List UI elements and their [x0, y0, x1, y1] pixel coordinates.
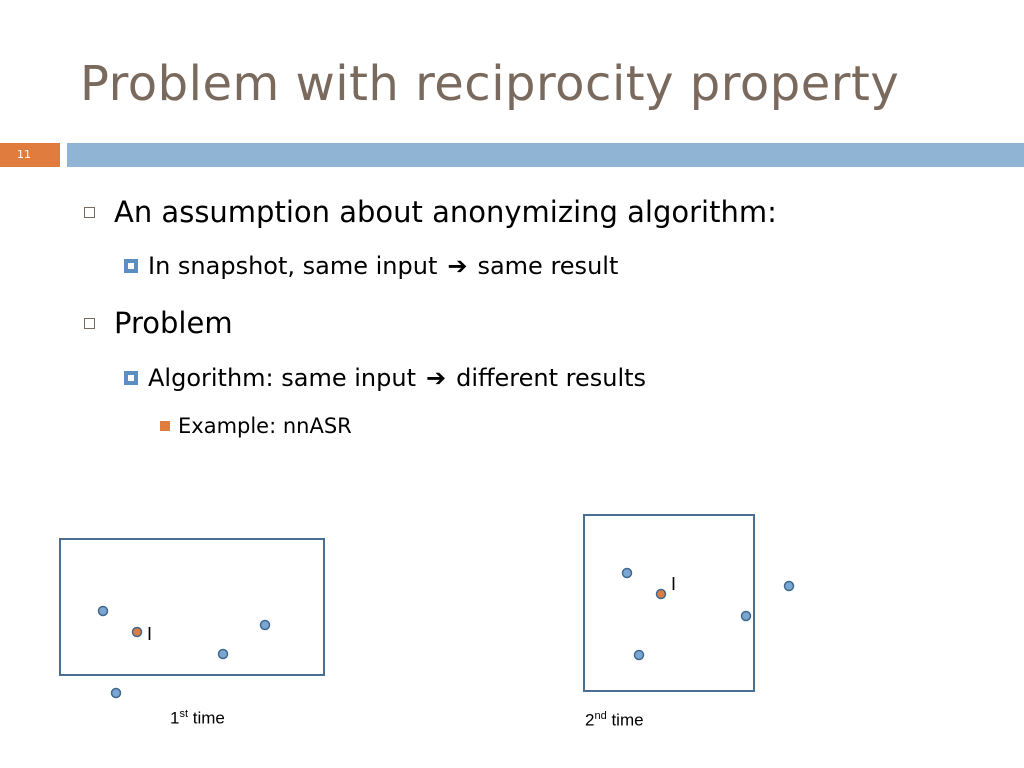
query-point	[657, 590, 666, 599]
region-box	[584, 515, 754, 691]
caption-number: 2	[585, 710, 595, 730]
slide-number: 11	[17, 148, 31, 161]
diagram-first	[60, 539, 324, 698]
data-point	[623, 569, 632, 578]
caption-second	[585, 710, 644, 731]
data-point	[635, 651, 644, 660]
data-point	[261, 621, 270, 630]
subbullet-text-pre: Algorithm: same input	[148, 364, 416, 392]
subsubbullet-text: Example: nnASR	[178, 414, 352, 438]
caption-text: time	[192, 708, 225, 728]
caption-text: time	[611, 710, 644, 730]
query-point-label: I	[671, 574, 677, 594]
right-arrow-icon: ➔	[447, 252, 468, 280]
query-point	[133, 628, 142, 637]
data-point	[99, 607, 108, 616]
bullet-text: Problem	[114, 306, 233, 340]
caption-first	[170, 708, 225, 729]
subbullet-text-post: different results	[456, 364, 647, 392]
data-point	[219, 650, 228, 659]
caption-number: 1	[170, 708, 180, 728]
slide-title: Problem with reciprocity property	[80, 56, 900, 112]
data-point	[742, 612, 751, 621]
data-point	[785, 582, 794, 591]
subbullet-text-post: same result	[477, 252, 619, 280]
subbullet-text-pre: In snapshot, same input	[148, 252, 438, 280]
diagram-second	[584, 515, 794, 691]
caption-ordinal: nd	[594, 710, 607, 722]
query-point-label: I	[147, 624, 153, 644]
caption-ordinal: st	[179, 708, 189, 720]
right-arrow-icon: ➔	[425, 364, 447, 392]
data-point	[112, 689, 121, 698]
bullet-text: An assumption about anonymizing algorithm:	[114, 195, 777, 229]
